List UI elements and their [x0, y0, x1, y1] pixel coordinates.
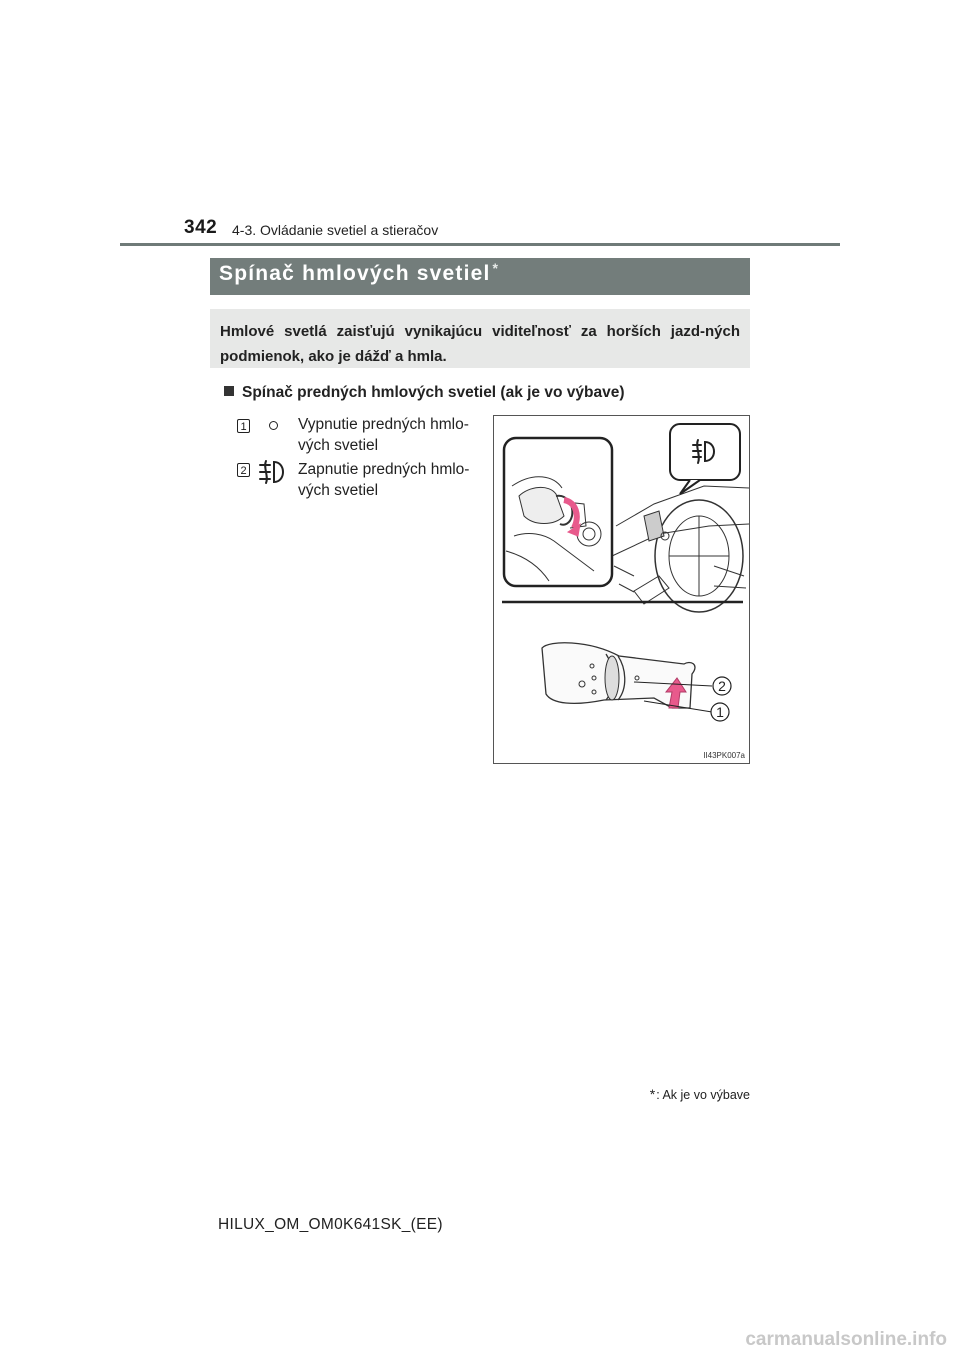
document-code: HILUX_OM_OM0K641SK_(EE): [218, 1216, 443, 1233]
section-path: 4-3. Ovládanie svetiel a stieračov: [232, 222, 439, 238]
intro-text: Hmlové svetlá zaisťujú vynikajúcu viditeľnosť za horších jazd-ných podmienok, ako je dážď a hmla.: [220, 323, 740, 365]
item-number-badge: 1: [237, 419, 250, 433]
section-title: Spínač hmlových svetiel: [219, 262, 491, 285]
intro-box: [210, 309, 750, 368]
page-number: 342: [184, 217, 218, 238]
subheading: [224, 384, 625, 402]
item-on-text: Zapnutie predných hmlo-vých svetiel: [298, 461, 470, 499]
circle-off-icon: [269, 421, 278, 430]
front-fog-light-icon: [257, 459, 289, 485]
header-rule: [120, 243, 840, 246]
optional-equipment-marker: *: [492, 260, 500, 276]
subheading-text: Spínač predných hmlových svetiel (ak je vo výbave): [242, 384, 625, 401]
item-number-badge: 2: [237, 463, 250, 477]
callout-label-1: 1: [716, 704, 724, 720]
illustration-drawing: [494, 416, 751, 765]
callout-label-2: 2: [718, 678, 726, 694]
square-bullet-icon: [224, 386, 234, 396]
footnote: [650, 1086, 750, 1102]
footnote-text: : Ak je vo výbave: [656, 1088, 750, 1102]
item-off-text: Vypnutie predných hmlo-vých svetiel: [298, 416, 469, 454]
watermark[interactable]: carmanualsonline.info: [745, 1329, 947, 1350]
footnote-marker: *: [649, 1086, 656, 1102]
fog-light-switch-illustration: [493, 415, 750, 764]
figure-code: II43PK007a: [703, 751, 745, 760]
section-title-bar: [210, 258, 750, 295]
